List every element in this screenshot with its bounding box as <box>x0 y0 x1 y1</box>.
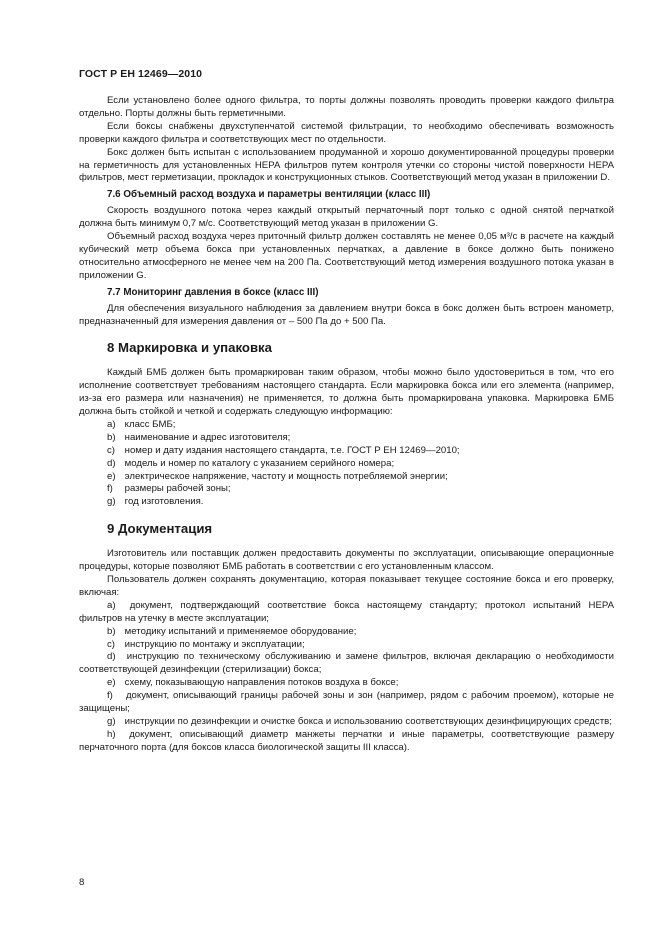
section-title-9: 9 Документация <box>107 521 213 537</box>
list-letter: f) <box>107 483 113 495</box>
list-text: размеры рабочей зоны; <box>124 483 231 495</box>
paragraph: Если установлено более одного фильтра, то порты должны позволять проводить проверки каждого фильтра отдельно. Порты должны быть герметичными. <box>79 95 614 119</box>
list-text: инструкцию по монтажу и эксплуатации; <box>124 638 305 650</box>
list-text: номер и дату издания настоящего стандарта, т.е. ГОСТ Р ЕН 12469—2010; <box>124 444 460 456</box>
list-item <box>79 651 614 677</box>
list-item <box>79 690 614 716</box>
list-letter: a) <box>107 418 116 430</box>
marking-list <box>79 419 614 509</box>
paragraph: Для обеспечения визуального наблюдения за давлением внутри бокса в бокс должен быть встроен манометр, предназначенный для измерения давления от – 500 Па до + 500 Па. <box>79 302 614 327</box>
list-item <box>79 419 614 432</box>
list-item <box>79 471 614 484</box>
list-item <box>79 483 614 496</box>
list-item <box>79 639 614 652</box>
list-letter: b) <box>107 625 116 637</box>
paragraph: Бокс должен быть испытан с использованием продуманной и хорошо документированной процедуры проверки на герметичность для установленных НЕРА фильтров путем контроля утечки со стороны чистой поверхности НЕРА фильтров, мест герметизации, прокладок и конструкционных стыков. Соответствующий метод указан в приложении D. <box>79 146 614 184</box>
list-text: документ, описывающий границы рабочей зоны и зон (например, рядом с рабочим проемом), которые не защищены; <box>79 690 614 715</box>
list-text: методику испытаний и применяемое оборудование; <box>124 625 357 637</box>
list-text: инструкцию по техническому обслуживанию и замене фильтров, включая декларацию о необходимости соответствующей дезинфекции (стерилизации) бокса; <box>79 651 614 676</box>
list-letter: e) <box>107 470 116 482</box>
list-text: год изготовления. <box>124 496 204 508</box>
page-number: 8 <box>79 877 85 888</box>
list-text: модель и номер по каталогу с указанием серийного номера; <box>124 457 395 469</box>
list-text: наименование и адрес изготовителя; <box>124 431 291 443</box>
document-header: ГОСТ Р ЕН 12469—2010 <box>79 68 203 80</box>
list-item <box>79 432 614 445</box>
list-letter: f) <box>107 690 113 702</box>
list-text: класс БМБ; <box>124 418 176 430</box>
list-letter: b) <box>107 431 116 443</box>
paragraph: Каждый БМБ должен быть промаркирован таким образом, чтобы можно было удостовериться в том, что его исполнение соответствует требованиям настоящего стандарта. Если маркировка бокса или его элемента (например, из-за его размера или назначения) не применяется, то должна быть промаркирована упаковка. Маркировка БМБ должна быть стойкой и четкой и содержать следующую информацию: <box>79 367 614 418</box>
list-letter: d) <box>107 457 116 469</box>
list-letter: h) <box>107 728 116 740</box>
paragraph: Если боксы снабжены двухступенчатой системой фильтрации, то необходимо обеспечивать возможность проверки каждого фильтра и соответствующих мест по отдельности. <box>79 120 614 145</box>
section-title-8: 8 Маркировка и упаковка <box>107 340 272 356</box>
list-item <box>79 445 614 458</box>
subsection-title-7-6: 7.6 Объемный расход воздуха и параметры вентиляции (класс III) <box>107 189 431 201</box>
documentation-list <box>79 600 614 755</box>
paragraph: Изготовитель или поставщик должен предоставить документы по эксплуатации, описывающие операционные процедуры, которые позволяют БМБ работать в соответствии с его установленным классом. <box>79 548 614 573</box>
subsection-title-7-7: 7.7 Мониторинг давления в боксе (класс III) <box>107 286 319 298</box>
list-letter: c) <box>107 444 115 456</box>
list-text: документ, описывающий диаметр манжеты перчатки и иные параметры, соответствующие размеру перчаточного порта (для боксов класса биологической защиты III класса). <box>79 728 614 753</box>
list-item <box>79 600 614 626</box>
paragraph: Объемный расход воздуха через приточный фильтр должен составлять не менее 0,05 м³/с в расчете на каждый кубический метр объема бокса при установленных перчатках, а давление в боксе должно быть понижено относительно атмосферного не менее чем на 200 Па. Соответствующий метод измерения воздушного потока указан в приложении G. <box>79 231 614 281</box>
list-letter: g) <box>107 715 116 727</box>
list-item <box>79 496 614 509</box>
list-text: схему, показывающую направления потоков воздуха в боксе; <box>124 677 399 689</box>
list-item <box>79 677 614 690</box>
list-letter: c) <box>107 638 115 650</box>
list-item <box>79 458 614 471</box>
paragraph: Пользователь должен сохранять документацию, которая показывает текущее состояние бокса и его проверку, включая: <box>79 574 614 598</box>
list-text: документ, подтверждающий соответствие бокса настоящему стандарту; протокол испытаний НЕРА фильтров на утечку в месте эксплуатации; <box>79 599 614 624</box>
paragraph: Скорость воздушного потока через каждый открытый перчаточный порт только с одной снятой перчаткой должна быть минимум 0,7 м/с. Соответствующий метод указан в приложении G. <box>79 205 614 230</box>
list-letter: e) <box>107 677 116 689</box>
list-text: электрическое напряжение, частоту и мощность потребляемой энергии; <box>124 470 448 482</box>
list-letter: d) <box>107 651 116 663</box>
list-item <box>79 716 614 729</box>
list-item <box>79 729 614 755</box>
page-body <box>79 95 614 755</box>
list-text: инструкции по дезинфекции и очистке бокса и использованию соответствующих дезинфицирующих средств; <box>124 715 612 727</box>
list-letter: g) <box>107 496 116 508</box>
list-letter: a) <box>107 599 116 611</box>
list-item <box>79 626 614 639</box>
